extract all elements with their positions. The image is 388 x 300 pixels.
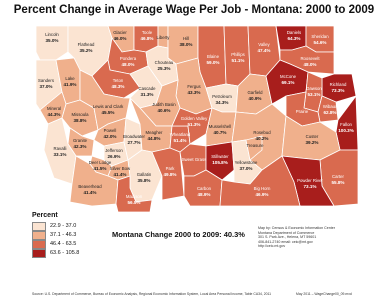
map-title: Percent Change in Average Wage Per Job - Montana: 2000 to 2009 xyxy=(13,4,375,16)
county-value-powell: 42.0% xyxy=(103,134,117,139)
county-name-mineral: Mineral xyxy=(46,106,62,111)
legend-swatch xyxy=(32,222,46,231)
prepared-by-line: 301 S. Park Ave., Helena, MT 59601 xyxy=(258,235,317,240)
county-value-roosevelt: 48.0% xyxy=(303,62,317,67)
county-name-powell: Powell xyxy=(103,128,117,133)
county-value-wibaux: 62.8% xyxy=(323,110,337,115)
prepared-by-line: http://ceic.mt.gov xyxy=(258,244,286,249)
county-name-wheatland: Wheatland xyxy=(169,132,191,137)
county-value-chouteau: 25.3% xyxy=(157,66,171,71)
county-value-custer: 39.2% xyxy=(305,140,319,145)
legend xyxy=(32,212,79,258)
county-value-yellowstone: 37.0% xyxy=(239,166,253,171)
county-name-flathead: Flathead xyxy=(77,42,95,47)
county-value-ravalli: 33.1% xyxy=(53,152,67,157)
county-value-broadwater: 27.7% xyxy=(127,140,141,145)
county-name-richland: Richland xyxy=(329,82,347,87)
county-value-teton: 48.3% xyxy=(111,84,125,89)
county-value-golden-valley: 51.3% xyxy=(187,122,201,127)
county-name-silver-bow: Silver Bow xyxy=(109,166,131,171)
county-name-ravalli: Ravalli xyxy=(53,146,67,151)
county-value-carter: 55.8% xyxy=(331,180,345,185)
county-name-custer: Custer xyxy=(305,134,319,139)
county-name-daniels: Daniels xyxy=(286,30,302,35)
legend-item xyxy=(32,231,79,239)
county-value-madison: 56.5% xyxy=(127,200,141,205)
legend-item xyxy=(32,222,79,230)
legend-label: 63.6 - 105.8 xyxy=(50,250,80,256)
county-value-glacier: 46.0% xyxy=(113,36,127,41)
county-name-phillips: Phillips xyxy=(231,52,245,57)
county-value-lake: 41.9% xyxy=(63,82,77,87)
county-name-granite: Granite xyxy=(72,138,88,143)
county-value-blaine: 59.0% xyxy=(206,60,220,65)
county-name-musselshell: Musselshell xyxy=(208,124,232,129)
prepared-by-line: 406-841-2740 email: ceic@mt.gov xyxy=(258,239,313,244)
legend-label: 37.1 - 46.3 xyxy=(50,232,77,238)
county-value-lewis-and-clark: 45.5% xyxy=(101,110,115,115)
county-name-garfield: Garfield xyxy=(247,90,263,95)
county-name-pondera: Pondera xyxy=(119,56,137,61)
county-name-liberty: Liberty xyxy=(156,35,170,40)
county-name-lake: Lake xyxy=(65,76,75,81)
county-name-deer-lodge: Deer Lodge xyxy=(88,160,112,165)
county-value-hill: 38.0% xyxy=(179,42,193,47)
legend-swatch xyxy=(32,249,46,258)
county-value-rosebud: 40.2% xyxy=(255,136,269,141)
county-name-chouteau: Chouteau xyxy=(154,60,174,65)
county-value-deer-lodge: 41.5% xyxy=(93,166,107,171)
county-value-daniels: 64.3% xyxy=(287,36,301,41)
legend-item xyxy=(32,240,79,248)
legend-item xyxy=(32,249,79,257)
map-date: May 2011 – WageChange00_09.mxd xyxy=(296,292,352,296)
county-value-wheatland: 51.4% xyxy=(173,138,187,143)
legend-label: 46.4 - 63.5 xyxy=(50,241,77,247)
county-value-carbon: 48.9% xyxy=(197,192,211,197)
county-name-park: Park xyxy=(165,166,175,171)
county-name-sanders: Sanders xyxy=(37,78,55,83)
source-note: Source: U.S. Department of Commerce, Bureau of Economic Analysis, Regional Economic Information System, Local Area Personal Income, Table CA34, 2011 xyxy=(32,292,272,296)
county-name-stillwater: Stillwater xyxy=(211,154,229,159)
county-value-mccone: 69.1% xyxy=(281,80,295,85)
county-name-carbon: Carbon xyxy=(196,186,212,191)
county-value-meagher: 44.8% xyxy=(147,136,161,141)
county-value-fallon: 100.3% xyxy=(338,128,354,133)
county-name-judith-basin: Judith Basin xyxy=(152,102,176,107)
county-name-missoula: Missoula xyxy=(71,112,89,117)
county-name-rosebud: Rosebud xyxy=(253,130,271,135)
county-name-fergus: Fergus xyxy=(187,84,201,89)
county-name-toole: Toole xyxy=(141,30,153,35)
county-value-judith-basin: 40.6% xyxy=(157,108,171,113)
county-name-gallatin: Gallatin xyxy=(136,172,152,177)
county-value-sheridan: 54.6% xyxy=(313,40,327,45)
county-value-petroleum: 34.3% xyxy=(215,100,229,105)
county-name-jefferson: Jefferson xyxy=(105,148,123,153)
county-name-petroleum: Petroleum xyxy=(212,94,232,99)
county-name-carter: Carter xyxy=(332,174,344,179)
county-value-missoula: 38.8% xyxy=(73,118,87,123)
statewide-change: Montana Change 2000 to 2009: 40.3% xyxy=(112,230,245,239)
county-value-park: 49.8% xyxy=(163,172,177,177)
legend-title: Percent xyxy=(32,212,58,219)
county-value-gallatin: 35.8% xyxy=(137,178,151,183)
prepared-by-line: Map by: Census & Economic Information Center xyxy=(258,226,335,230)
county-value-cascade: 31.3% xyxy=(140,92,154,97)
county-name-sheridan: Sheridan xyxy=(311,34,329,39)
county-value-fergus: 43.3% xyxy=(187,90,201,95)
county-value-pondera: 48.0% xyxy=(121,62,135,67)
county-name-teton: Teton xyxy=(112,78,124,83)
county-name-treasure: Treasure xyxy=(246,143,264,148)
county-name-glacier: Glacier xyxy=(113,30,127,35)
county-value-sanders: 37.0% xyxy=(39,84,53,89)
county-name-roosevelt: Roosevelt xyxy=(300,56,320,61)
county-name-mccone: McCone xyxy=(279,74,297,79)
county-name-valley: Valley xyxy=(258,42,270,47)
county-name-fallon: Fallon xyxy=(340,122,352,127)
county-name-blaine: Blaine xyxy=(207,54,219,59)
county-name-sweet-grass: Sweet Grass xyxy=(181,157,207,162)
county-value-jefferson: 26.9% xyxy=(107,154,121,159)
county-name-lincoln: Lincoln xyxy=(45,32,59,37)
county-name-golden-valley: Golden Valley xyxy=(180,116,208,121)
county-value-beaverhead: 41.4% xyxy=(83,190,97,195)
legend-swatch xyxy=(32,231,46,240)
county-name-meagher: Meagher xyxy=(145,130,163,135)
county-value-lincoln: 35.0% xyxy=(45,38,59,43)
county-name-madison: Madison xyxy=(125,194,143,199)
legend-swatch xyxy=(32,240,46,249)
county-name-powder-river: Powder River xyxy=(297,178,323,183)
county-name-yellowstone: Yellowstone xyxy=(234,160,258,165)
county-value-garfield: 40.9% xyxy=(248,96,262,101)
county-name-big-horn: Big Horn xyxy=(253,186,271,191)
county-name-lewis-and-clark: Lewis and Clark xyxy=(92,104,124,109)
legend-label: 22.9 - 37.0 xyxy=(50,223,77,229)
county-value-stillwater: 105.8% xyxy=(212,160,228,165)
county-name-cascade: Cascade xyxy=(138,86,156,91)
prepared-by-line: Montana Department of Commerce xyxy=(258,230,315,235)
county-name-wibaux: Wibaux xyxy=(322,104,338,109)
county-value-powder-river: 73.1% xyxy=(303,184,317,189)
county-name-dawson: Dawson xyxy=(306,86,322,91)
county-value-flathead: 35.2% xyxy=(79,48,93,53)
county-value-mineral: 44.3% xyxy=(47,112,61,117)
county-value-phillips: 51.1% xyxy=(231,58,245,63)
county-name-beaverhead: Beaverhead xyxy=(78,184,102,189)
county-name-prairie: Prairie xyxy=(295,109,309,114)
prepared-by-block xyxy=(258,226,335,249)
county-value-musselshell: 40.7% xyxy=(213,130,227,135)
county-value-dawson: 53.1% xyxy=(307,92,321,97)
county-value-big-horn: 46.9% xyxy=(255,192,269,197)
county-name-hill: Hill xyxy=(183,36,189,41)
county-value-toole: 46.8% xyxy=(140,36,154,41)
county-name-broadwater: Broadwater xyxy=(123,134,145,139)
county-value-silver-bow: 41.4% xyxy=(113,172,127,177)
county-value-granite: 42.3% xyxy=(73,144,87,149)
county-value-valley: 47.4% xyxy=(257,48,271,53)
county-value-richland: 73.3% xyxy=(331,88,345,93)
